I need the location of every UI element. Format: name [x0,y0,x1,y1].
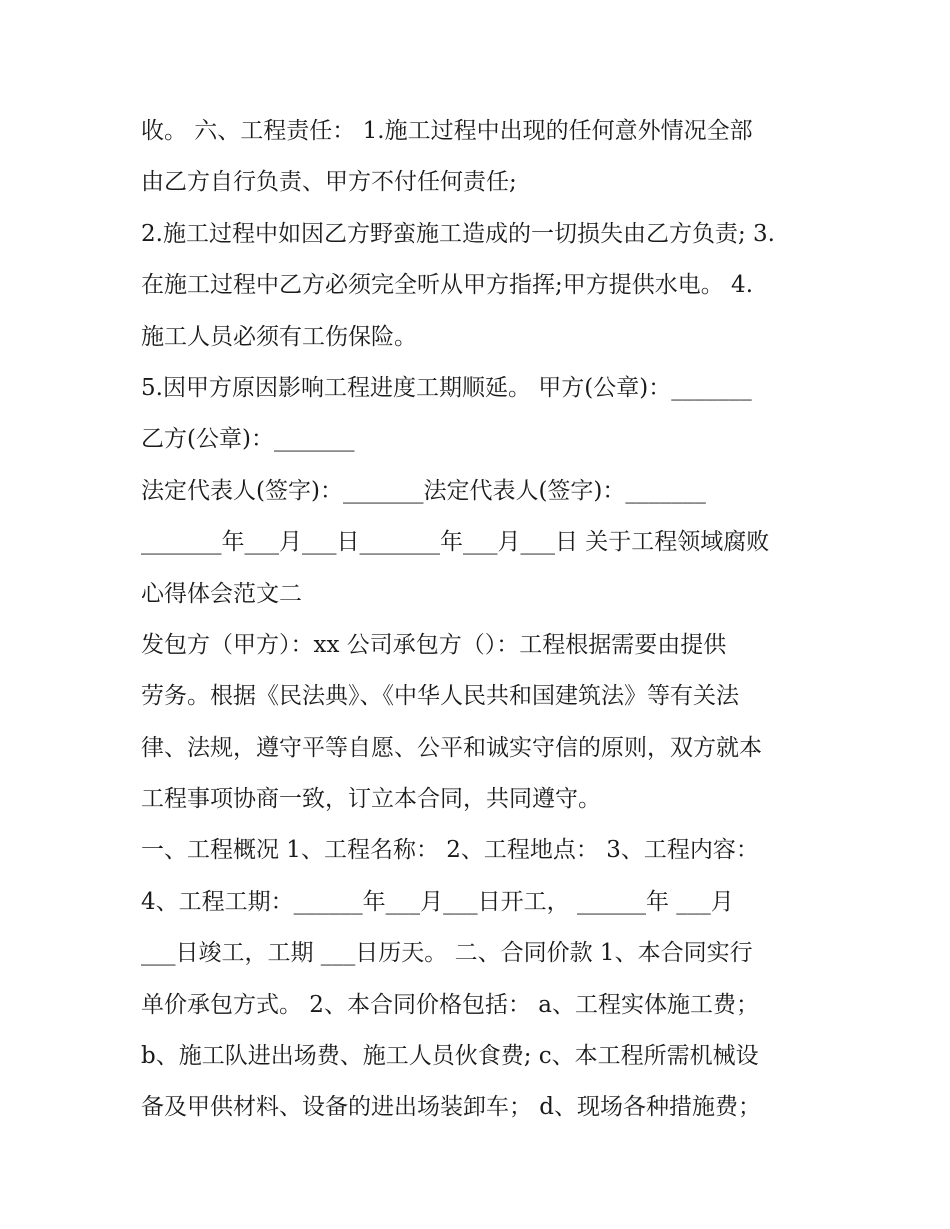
text-line: 4、工程工期：______年___月___日开工， ______年 ___月 [141,888,734,915]
text-line: 收。 六、工程责任： 1.施工过程中出现的任何意外情况全部 [141,118,753,144]
text-line: 在施工过程中乙方必须完全听从甲方指挥;甲方提供水电。 4. [141,272,754,299]
text-line: 5.因甲方原因影响工程进度工期顺延。 甲方(公章)：_______ [141,374,752,401]
text-line: 乙方(公章)：_______ [141,426,355,453]
text-line: 2.施工过程中如因乙方野蛮施工造成的一切损失由乙方负责; 3. [141,220,775,247]
text-line: 一、工程概况 1、工程名称： 2、工程地点： 3、工程内容： [141,837,759,864]
section-heading: 心得体会范文二 [141,580,302,607]
text-line: 劳务。根据《民法典》、《中华人民共和国建筑法》等有关法 [141,683,739,710]
text-line: 法定代表人(签字)：_______法定代表人(签字)：_______ [141,477,706,504]
document-body [141,106,821,1134]
text-line: 发包方（甲方）：xx 公司承包方（）：工程根据需要由提供 [141,631,727,658]
text-line: 备及甲供材料、设备的进出场装卸车； d、现场各种措施费； [141,1094,762,1121]
text-line: 由乙方自行负责、甲方不付任何责任; [141,169,517,196]
text-line: 工程事项协商一致，订立本合同，共同遵守。 [141,786,601,813]
text-line: b、施工队进出场费、施工人员伙食费; c、本工程所需机械设 [141,1043,759,1070]
text-line: ___日竣工，工期 ___日历天。 二、合同价款 1、本合同实行 [141,940,753,967]
text-line: _______年___月___日_______年___月___日 关于工程领域腐败 [141,529,770,556]
text-line: 律、法规，遵守平等自愿、公平和诚实守信的原则，双方就本 [141,734,762,761]
text-line: 单价承包方式。 2、本合同价格包括： a、工程实体施工费； [141,991,759,1018]
text-line: 施工人员必须有工伤保险。 [141,323,417,350]
